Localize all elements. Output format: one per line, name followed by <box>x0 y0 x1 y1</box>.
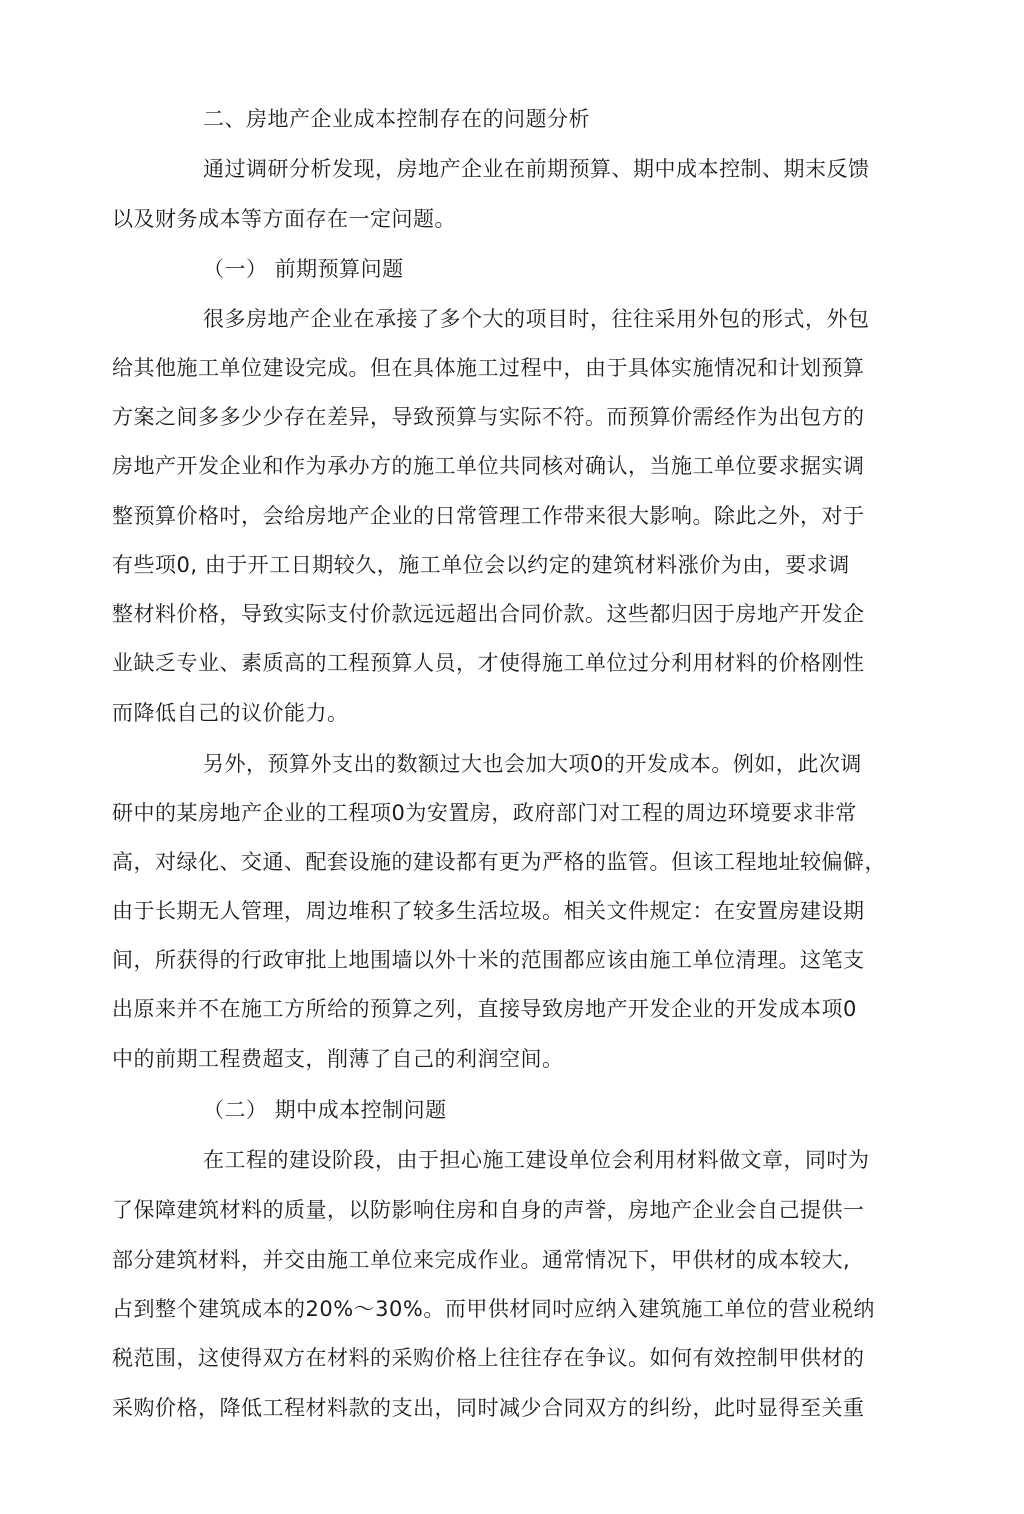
sub-heading-mid-cost-control: （二） 期中成本控制问题 <box>203 1098 447 1122</box>
paragraph-line: 由于长期无人管理，周边堆积了较多生活垃圾。相关文件规定：在安置房建设期 <box>112 899 865 923</box>
paragraph-line: 税范围，这使得双方在材料的采购价格上往往存在争议。如何有效控制甲供材的 <box>112 1346 865 1370</box>
paragraph-line: 房地产开发企业和作为承办方的施工单位共同核对确认，当施工单位要求据实调 <box>112 454 865 478</box>
sub-heading-preliminary-budget: （一） 前期预算问题 <box>203 257 404 281</box>
paragraph-line: 占到整个建筑成本的20%～30%。而甲供材同吋应纳入建筑施工单位的营业税纳 <box>112 1297 875 1321</box>
paragraph-line: 有些项0, 由于开工日期较久，施工单位会以约定的建筑材料涨价为由，要求调 <box>112 553 850 577</box>
paragraph-line: 方案之间多多少少存在差异，导致预算与实际不符。而预算价需经作为出包方的 <box>112 405 865 429</box>
paragraph-line: 了保障建筑材料的质量，以防影响住房和自身的声誉，房地产企业会自己提供一 <box>112 1198 865 1222</box>
paragraph-line: 间，所获得的行政审批上地围墙以外十米的范围都应该由施工单位清理。这笔支 <box>112 948 865 972</box>
paragraph-line: 很多房地产企业在承接了多个大的项目时，往往采用外包的形式，外包 <box>203 307 870 331</box>
section-heading: 二、房地产企业成本控制存在的问题分析 <box>203 107 590 131</box>
paragraph-line: 整材料价格，导致实际支付价款远远超出合同价款。这些都归因于房地产开发企 <box>112 602 865 626</box>
paragraph-line: 部分建筑材料，并交由施工单位来完成作业。通常情况下，甲供材的成本较大, <box>112 1248 851 1272</box>
paragraph-line: 出原来并不在施工方所给的预算之列，直接导致房地产开发企业的开发成本项0 <box>112 997 857 1021</box>
paragraph-line: 中的前期工程费超支，削薄了自己的利润空间。 <box>112 1047 564 1071</box>
paragraph-line: 业缺乏专业、素质高的工程预算人员，才使得施工单位过分利用材料的价格刚性 <box>112 651 865 675</box>
paragraph-line: 在工程的建设阶段，由于担心施工建设单位会利用材料做文章，同吋为 <box>203 1148 870 1172</box>
paragraph-line: 整预算价格吋，会给房地产企业的日常管理工作带来很大影响。除此之外，对于 <box>112 504 865 528</box>
paragraph-line: 采购价格，降低工程材料款的支出，同时减少合同双方的纠纷，此吋显得至关重 <box>112 1396 865 1420</box>
paragraph-line: 而降低自己的议价能力。 <box>112 701 349 725</box>
paragraph-line: 给其他施工单位建设完成。但在具体施工过程中，由于具体实施情况和计划预算 <box>112 356 865 380</box>
intro-line: 以及财务成本等方面存在一定问题。 <box>112 207 456 231</box>
paragraph-line: 高，对绿化、交通、配套设施的建设都有更为严格的监管。但该工程地址较偏僻， <box>112 850 886 874</box>
paragraph-line: 另外，预算外支出的数额过大也会加大项0的开发成本。例如，此次调 <box>203 752 862 776</box>
intro-line: 通过调研分析发现，房地产企业在前期预算、期中成本控制、期末反馈 <box>203 157 870 181</box>
paragraph-line: 研中的某房地产企业的工程项0为安置房，政府部门对工程的周边环境要求非常 <box>112 801 857 825</box>
